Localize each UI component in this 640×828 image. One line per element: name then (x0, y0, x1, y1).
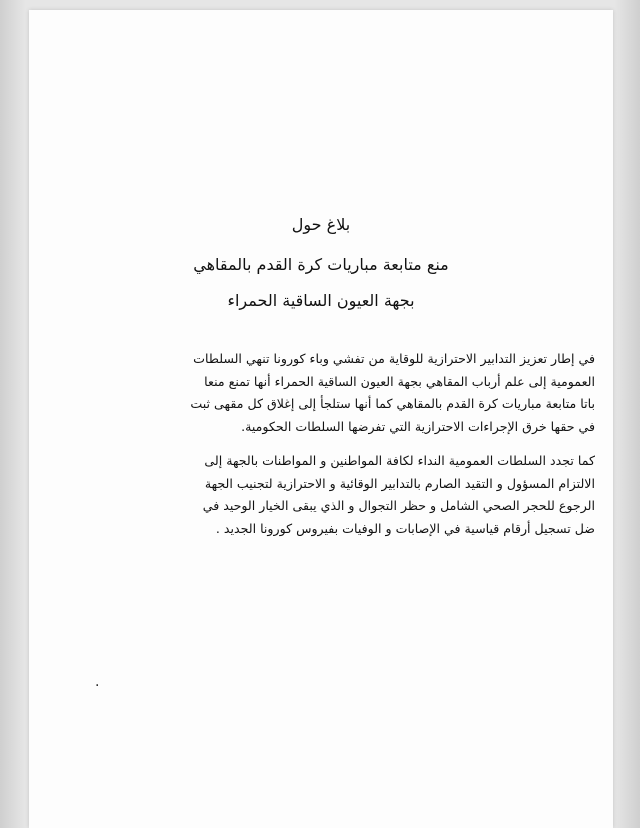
paragraph-line: كما تجدد السلطات العمومية النداء لكافة المواطنين و المواطنات بالجهة إلى (204, 453, 595, 468)
paragraph-line: ضل تسجيل أرقام قياسية في الإصابات و الوفيات بفيروس كورونا الجديد . (215, 520, 595, 536)
paragraph-line: باتا متابعة مباريات كرة القدم بالمقاهي كما أنها ستلجأ إلى إغلاق كل مقهى ثبت (190, 396, 595, 411)
paragraph-ban-notice (105, 348, 595, 438)
communique-title: بلاغ حول (291, 215, 351, 234)
document-page (29, 10, 613, 828)
paragraph-line: في حقها خرق الإجراءات الاحترازية التي تفرضها السلطات الحكومية. (241, 418, 595, 434)
paragraph-appeal (105, 450, 595, 540)
paragraph-line: في إطار تعزيز التدابير الاحترازية للوقاية من تفشي وباء كورونا تنهي السلطات (193, 351, 595, 366)
paragraph-line: العمومية إلى علم أرباب المقاهي بجهة العيون الساقية الحمراء أنها تمنع منعا (204, 373, 595, 389)
trailing-dot: . (95, 674, 100, 690)
communique-region: بجهة العيون الساقية الحمراء (227, 291, 415, 310)
paragraph-line: الالتزام المسؤول و التقيد الصارم بالتدابير الوقائية و الاحترازية لتجنيب الجهة (204, 475, 595, 491)
communique-subject: منع متابعة مباريات كرة القدم بالمقاهي (193, 255, 449, 274)
paragraph-line: الرجوع للحجر الصحي الشامل و حظر التجوال و الذي يبقى الخيار الوحيد في (202, 498, 595, 513)
